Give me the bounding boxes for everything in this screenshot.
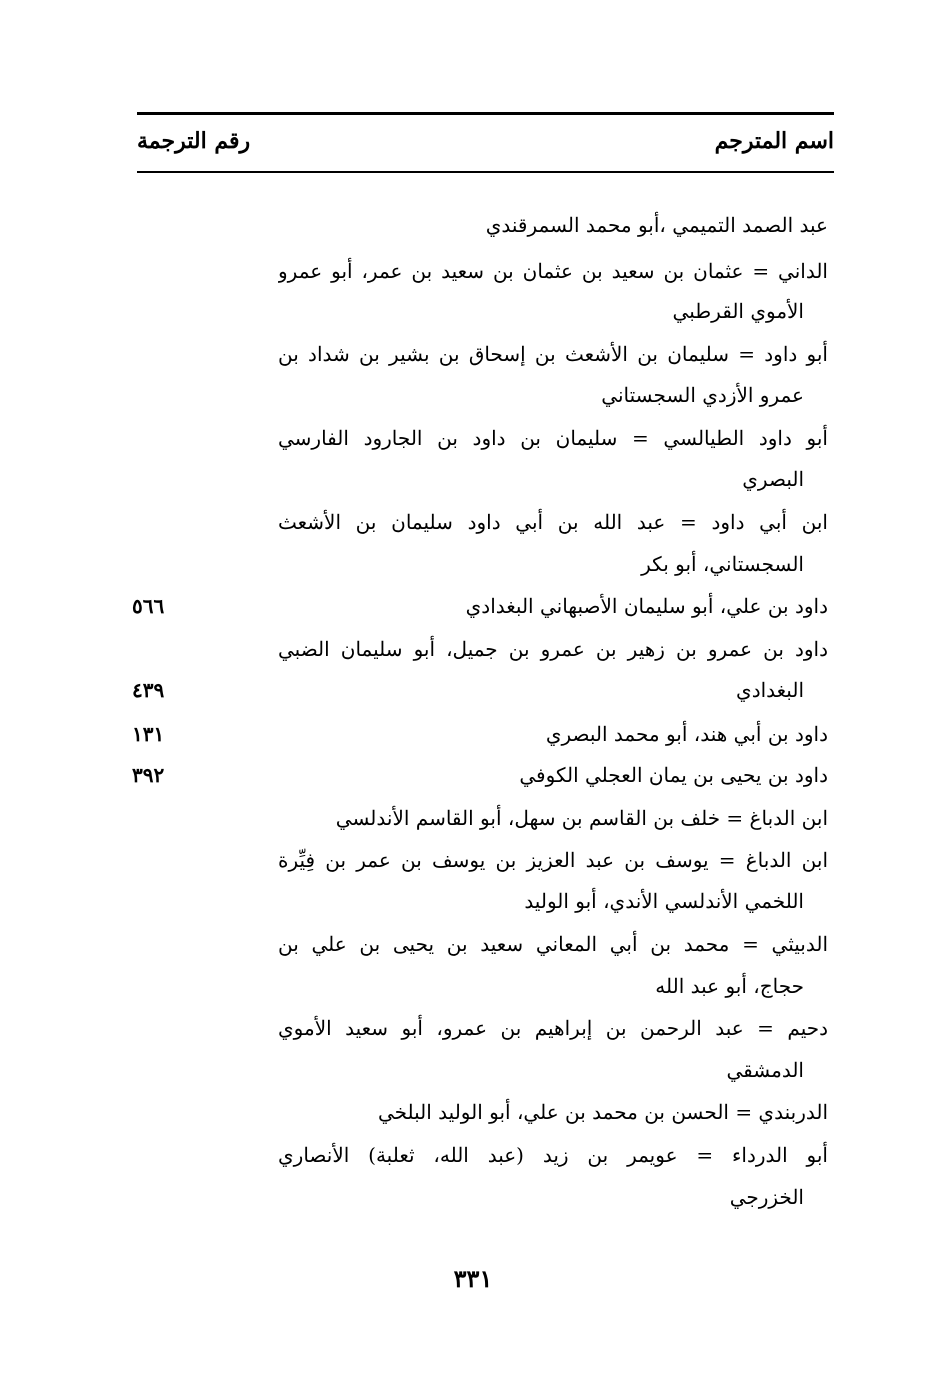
entry-line: ابن الدباغ = يوسف بن عبد العزيز بن يوسف بن عمر بن فِيِّرة [278, 848, 828, 872]
entry-line-continued: الدمشقي [726, 1058, 804, 1082]
entry-line-continued: حجاج، أبو عبد الله [655, 974, 804, 998]
entry-line: داود بن عمرو بن زهير بن عمرو بن جميل، أبو سليمان الضبي [278, 637, 828, 661]
entry-line: داود بن يحيى بن يمان العجلي الكوفي [519, 763, 828, 787]
entry-line-continued: عمرو الأزدي السجستاني [601, 383, 804, 407]
entry-line-continued: الخزرجي [729, 1185, 804, 1209]
header-rule [137, 171, 834, 173]
entry-line: داود بن علي، أبو سليمان الأصبهاني البغدادي [465, 594, 828, 618]
page-number: ٣٣١ [453, 1264, 493, 1293]
entry-line: أبو داود = سليمان بن الأشعث بن إسحاق بن بشير بن شداد بن [278, 342, 828, 366]
entry-line: ابن أبي داود = عبد الله بن أبي داود سليمان بن الأشعث [278, 510, 828, 534]
entry-line-continued: اللخمي الأندلسي الأندي، أبو الوليد [524, 889, 804, 913]
entry-number: ٥٦٦ [132, 594, 165, 618]
entry-line: الداني = عثمان بن سعيد بن عثمان بن سعيد بن عمر، أبو عمرو [278, 259, 828, 283]
entry-number: ١٣١ [132, 722, 165, 746]
entry-line: الدبيثي = محمد بن أبي المعاني سعيد بن يحيى بن علي بن [278, 932, 828, 956]
entry-line-continued: الأموي القرطبي [672, 299, 804, 323]
entry-line: أبو الدرداء = عويمر بن زيد (عبد الله، ثعلبة) الأنصاري [278, 1143, 828, 1167]
entry-line: أبو داود الطيالسي = سليمان بن داود بن الجارود الفارسي [278, 426, 828, 450]
entry-line-continued: البصري [742, 467, 804, 491]
entry-line: دحيم = عبد الرحمن بن إبراهيم بن عمرو، أبو سعيد الأموي [278, 1016, 828, 1040]
number-column-title: رقم الترجمة [137, 128, 251, 154]
name-column-title: اسم المترجم [714, 128, 834, 154]
entry-number: ٤٣٩ [132, 678, 165, 702]
entry-line: ابن الدباغ = خلف بن القاسم بن سهل، أبو القاسم الأندلسي [335, 806, 828, 830]
entry-line: داود بن أبي هند، أبو محمد البصري [545, 722, 828, 746]
entry-line: عبد الصمد التميمي ،أبو محمد السمرقندي [485, 213, 828, 237]
entry-number: ٣٩٢ [132, 763, 165, 787]
entry-line-continued: السجستاني، أبو بكر [641, 552, 804, 576]
top-rule [137, 112, 834, 115]
entry-line: الدربندي = الحسن بن محمد بن علي، أبو الوليد البلخي [377, 1100, 828, 1124]
entry-line-continued: البغدادي [736, 678, 804, 702]
